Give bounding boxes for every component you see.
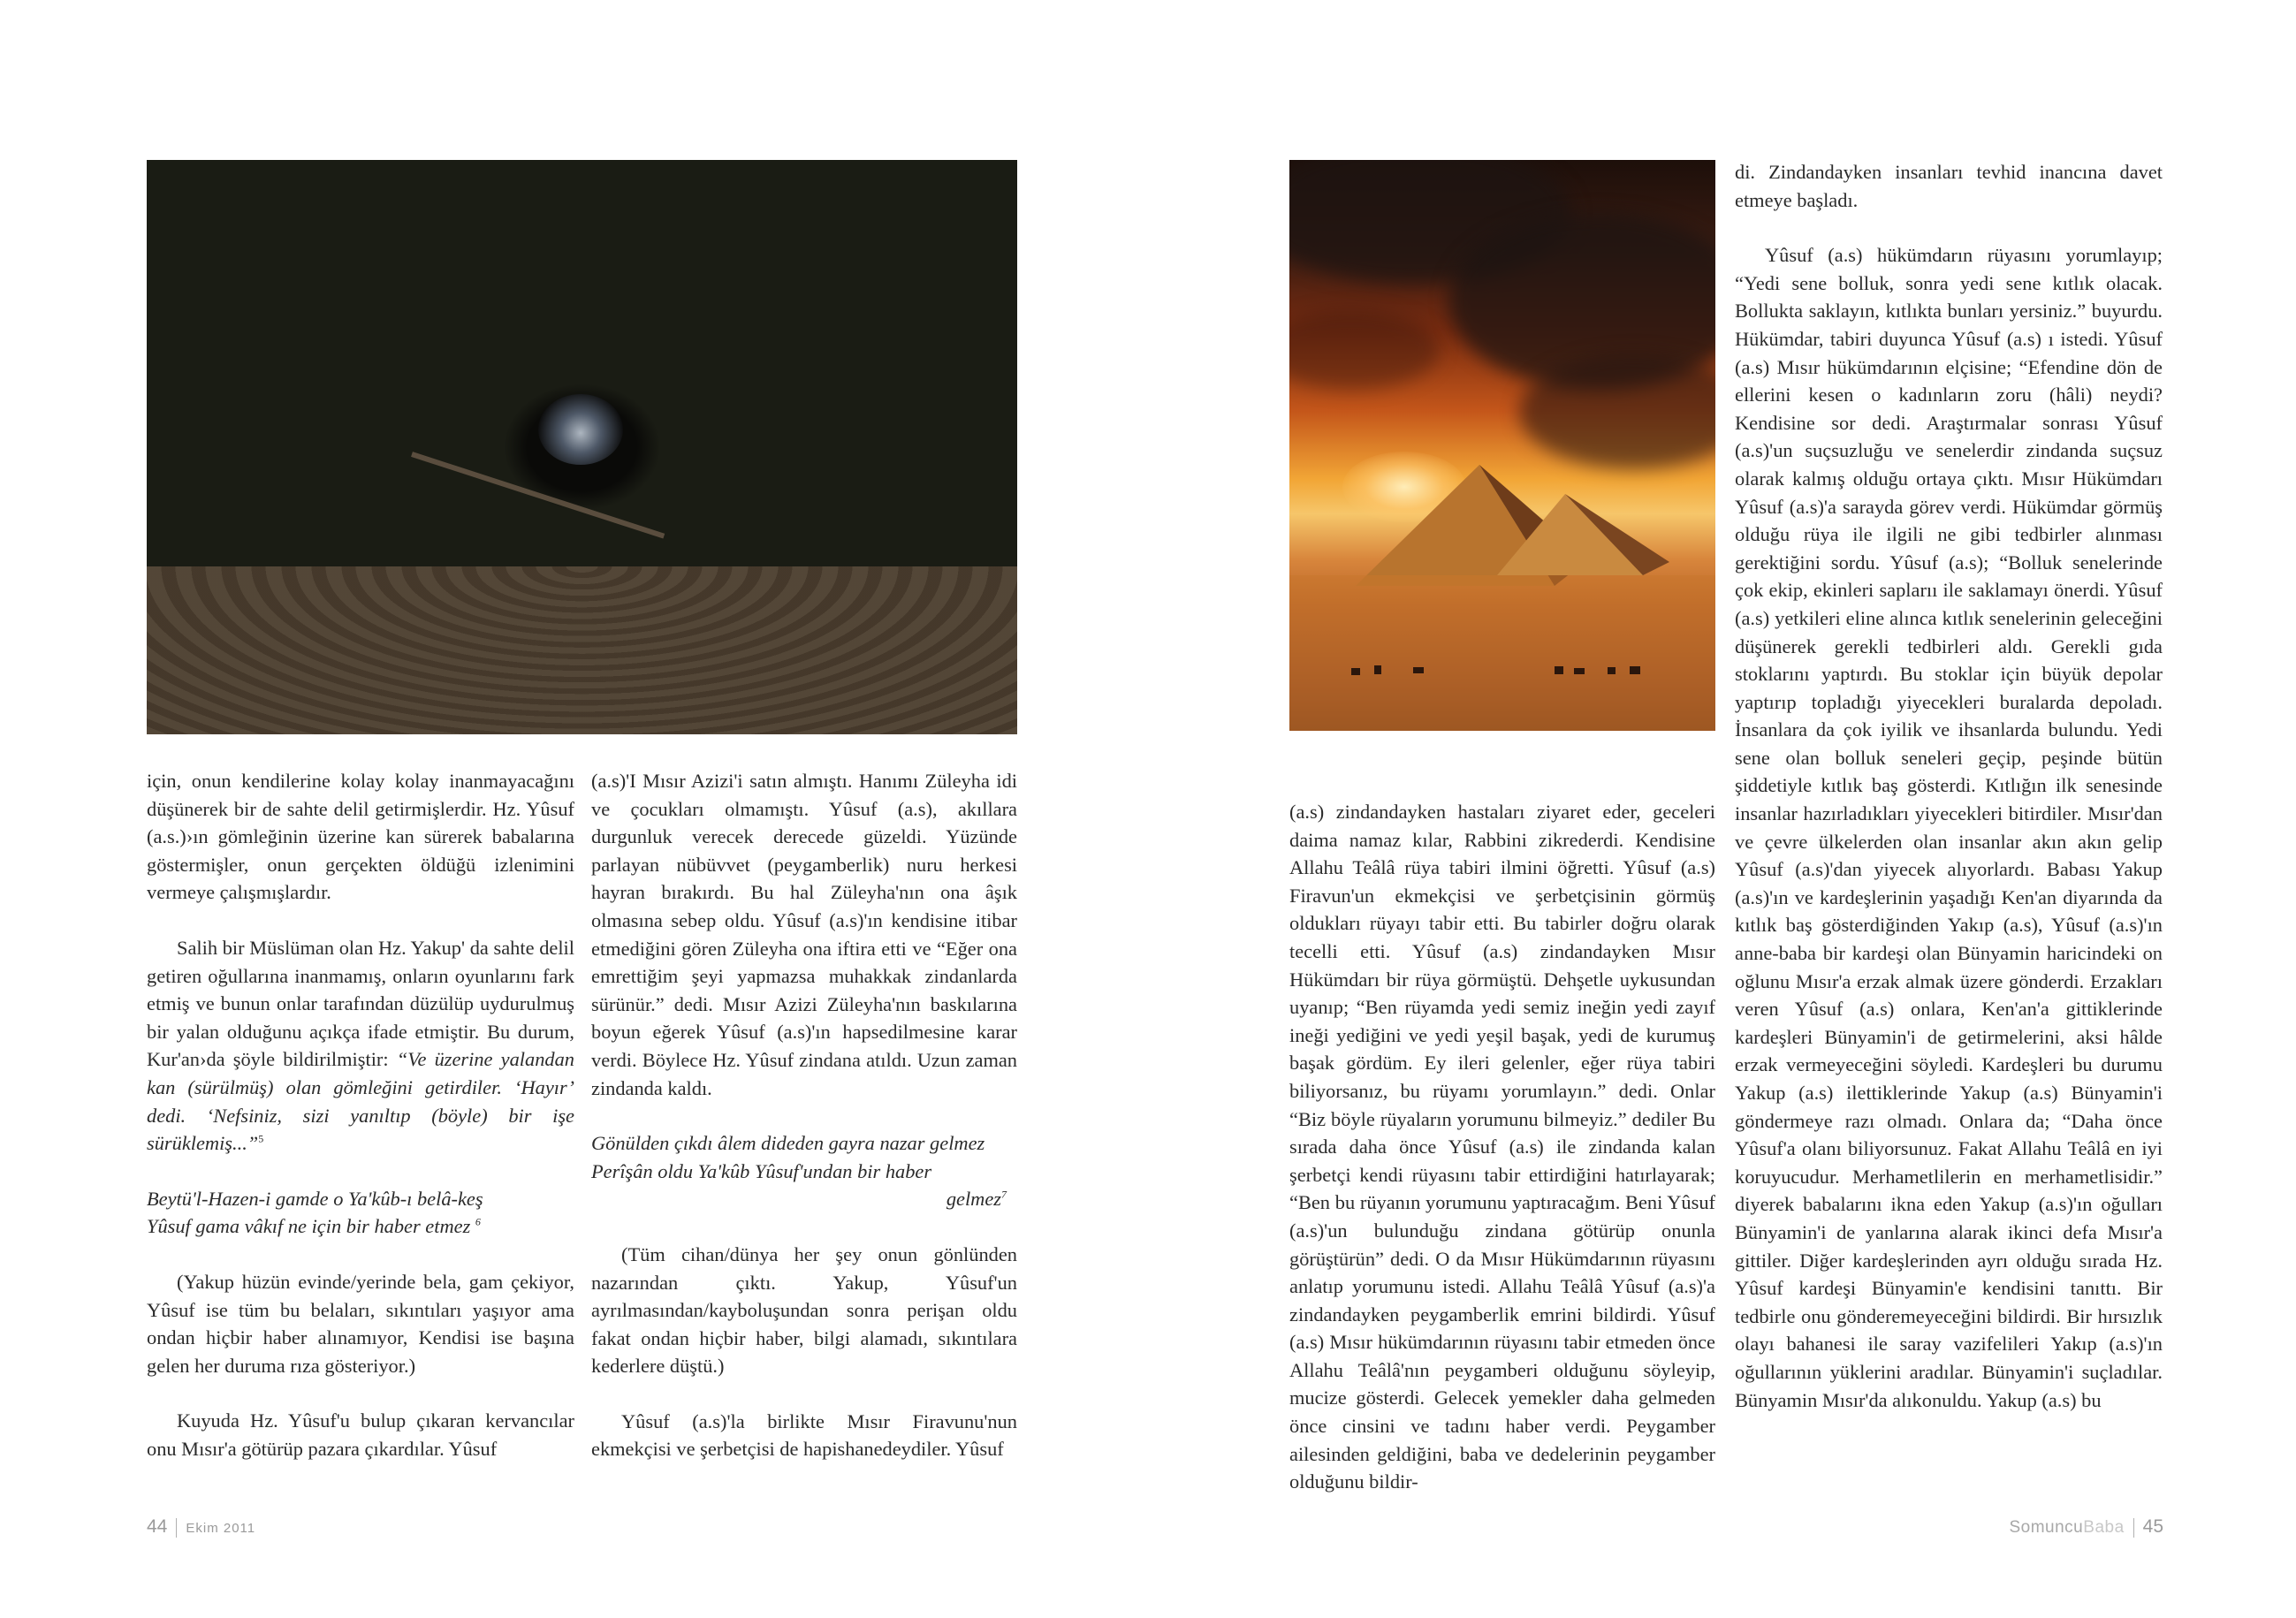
- pyramids-icon: [1289, 160, 1715, 731]
- paragraph: (Tüm cihan/dünya her şey onun gönlünden nazarından çıktı. Yakup, Yûsuf'un ayrılmasından/kayboluşundan sonra perişan oldu fakat ondan hiçbir haber, bilgi alamadı, sıkıntılara kederlere düştü.): [591, 1242, 1017, 1378]
- verse-line: Gönülden çıkdı âlem dideden gayra nazar gelmez: [591, 1132, 985, 1155]
- paragraph: (a.s)'I Mısır Azizi'i satın almıştı. Hanımı Züleyha idi ve çocukları olmamıştı. Yûsuf (a.s), akıllara durgunluk verecek derecede güzeldi. Yüzünde parlayan nübüvvet (peygamberlik) nuru herkesi hayran bırakırdı. Bu hal Züleyha'nın ona âşık olmasına sebep oldu. Yûsuf (a.s)'ın kendisine itibar etmediğini gören Züleyha ona iftira etti ve “Eğer ona emrettiğim şeyi yapmazsa muhakkak zindanlarda sürünür.” dedi. Mısır Azizi Züleyha'nın baskılarına boyun eğerek Yûsuf (a.s)'ın hapsedilmesine karar verdi. Böylece Hz. Yûsuf zindana atıldı. Uzun zaman zindanda kaldı.: [591, 770, 1017, 1099]
- footer-right: [2009, 1516, 2163, 1538]
- text-column-2: [591, 767, 1017, 1463]
- paragraph: (Yakup hüzün evinde/yerinde bela, gam çekiyor, Yûsuf ise tüm bu belaları, sıkıntıları yaşıyor ama ondan hiçbir haber alınamıyor, Kendisi ise başına gelen her duruma rıza gösteriyor.): [147, 1270, 574, 1377]
- well-photo: [147, 160, 1017, 734]
- paragraph: için, onun kendilerine kolay kolay inanmayacağını düşünerek bir de sahte delil getirmişlerdir. Hz. Yûsuf (a.s.)›ın gömleğinin üzerine kan sürerek babalarına göstermişler, onun gerçekten öldüğü izlenimini vermeye çalışmışlardır.: [147, 770, 574, 904]
- footer-left: [147, 1516, 255, 1538]
- issue-date: Ekim 2011: [186, 1521, 256, 1536]
- verse-line: Perîşân oldu Ya'kûb Yûsuf'undan bir haber: [591, 1159, 932, 1182]
- verse-line: gelmez$^7$: [946, 1188, 1007, 1211]
- magazine-brand: SomuncuBaba: [2009, 1518, 2125, 1537]
- verse-line: Yûsuf gama vâkıf ne için bir haber etmez $^6$: [147, 1215, 481, 1238]
- paragraph: Yûsuf (a.s) hükümdarın rüyasını yorumlayıp; “Yedi sene bolluk, sonra yedi sene kıtlık olacak. Bollukta saklayın, kıtlıkta bunları yersiniz.” buyurdu. Hükümdar, tabiri duyunca Yûsuf (a.s) ı istedi. Yûsuf (a.s) Mısır hükümdarının elçisine; “Efendine dön de ellerini kesen o kadınların zoru (hâli) neydi? Kendisine sor dedi. Araştırmalar sonrası Yûsuf (a.s)'un suçsuzluğu ve senelerdir zindanda suçsuz olarak kalmış olduğu ortaya çıktı. Mısır Hükümdarı Yûsuf (a.s)'a sarayda görev verdi. Hükümdar görmüş olduğu rüya ile ilgili ne gibi tedbirler alınması gerektiğini sordu. Yûsuf (a.s); “Bolluk senelerinde çok ekip, ekinleri saplarıı ile saklamayı önerdi. Yûsuf (a.s) yetkileri eline alınca kıtlık senelerinin geleceğini düşünerek gerekli tedbirleri aldı. Gerekli gıda stoklarını yaptırdı. Bu stoklar için büyük depolar yaptırıp topladığı yiyecekleri buralarda depoladı. İnsanlara da çok iyilik ve ihsanlarda bulundu. Yedi sene olan bolluk seneleri geçip, peşinde bütün şiddetiyle kıtlık baş gösterdi. Kıtlığın ilk senesinde insanlar hazırladıkları yiyecekleri bitirdiler. Mısır'dan ve çevre ülkelerden olan insanlar akın akın gelip Yûsuf (a.s)'dan yiyecek alıyorlardı. Babası Yakup (a.s)'ın ve kardeşlerinin yaşadığı Ken'an diyarında da kıtlık baş gösterdiğinden Yakıp (a.s), Yûsuf (a.s)'ın anne-baba bir kardeşi olan Bünyamin haricindeki on oğlunu Mısır'a erzak almak üzere gönderdi. Erzakları veren Yûsuf (a.s) onlara, Ken'an'a gittiklerinde kardeşleri Bünyamin'i de getirmelerini, aksi hâlde erzak vermeyeceğini söyledi. Kardeşleri bu durumu Yakup (a.s) ilettiklerinde Yakup (a.s) Bünyamin'i göndermeye razı olmadı. Onlara da; “Daha önce Yûsuf'a olanı biliyorsunuz. Fakat Allahu Teâlâ en iyi koruyucudur. Merhametlilerin en merhametlisidir.” diyerek babalarını ikna eden Yakup (a.s)'ın oğulları Bünyamin'i de yanlarına alarak ikinci defa Mısır'a gittiler. Diğer kardeşlerinden ayrı olduğu sırada Hz. Yûsuf kardeşi Bünyamin'e kendisini tanıttı. Bir tedbirle onu gönderemeyeceğini bildirdi. Bir hırsızlık olayı bahanesi ile saray vazifelileri Yakıp (a.s)'ın oğullarının yüklerini aradılar. Bünyamin'i suçladılar. Bünyamin Mısır'da alıkonuldu. Yakup (a.s) bu: [1735, 244, 2163, 1411]
- footer-divider: [176, 1518, 177, 1538]
- verse-line: Beytü'l-Hazen-i gamde o Ya'kûb-ı belâ-keş: [147, 1187, 483, 1210]
- paragraph: Yûsuf (a.s)'la birlikte Mısır Firavunu'nun ekmekçisi ve şerbetçisi de hapishanedeydiler. Yûsuf: [591, 1409, 1017, 1461]
- paragraph: (a.s) zindandayken hastaları ziyaret eder, geceleri daima namaz kılar, Rabbini zikrederdi. Kendisine Allahu Teâlâ rüya tabiri ilmini öğretti. Yûsuf (a.s) Firavun'un ekmekçisi ve şerbetçisinin görmüş oldukları rüyayı tabir etti. Bu tabirler doğru olarak tecelli etti. Yûsuf (a.s) zindandayken Mısır Hükümdarı bir rüya görmüştü. Dehşetle uykusundan uyanıp; “Ben rüyamda yedi semiz ineğin yedi zayıf ineği yediğini ve yedi yeşil başak, yedi de kurumuş başak gördüm. Ey ileri gelenler, eğer rüya tabiri biliyorsanız, bu rüyamı yorumlayın.” dedi. Onlar “Biz böyle rüyaların yorumunu bilmeyiz.” dediler Bu sırada daha önce Yûsuf (a.s) ile zindanda kalan şerbetçi kendi rüyasını tabir ettirdiğini hatırlayarak; “Ben bu rüyanın yorumunu yaptıracağım. Beni Yûsuf (a.s)'un bulunduğu zindana götürüp onunla görüştürün” dedi. O da Mısır Hükümdarının rüyasını anlatıp yorumunu istedi. Allahu Teâlâ Yûsuf (a.s)'a zindandayken peygamberlik emrini bildirdi. Yûsuf (a.s) Mısır hükümdarının rüyasını tabir etmeden önce Allahu Teâlâ'nın peygamberi olduğunu söyleyip, mucize gösterdi. Gelecek yemekler daha gelmeden önce cinsini ve tadını haber verdi. Peygamber ailesinden geldiğini, baba ve dedelerinin peygamber olduğunu bildir-: [1289, 801, 1715, 1493]
- text-column-1: [147, 767, 574, 1462]
- paragraph: Kuyuda Hz. Yûsuf'u bulup çıkaran kervancılar onu Mısır'a götürüp pazara çıkardılar. Yûsuf: [147, 1409, 574, 1460]
- pyramids-photo: [1289, 160, 1715, 731]
- page-number: 44: [147, 1516, 168, 1537]
- paragraph: di. Zindandayken insanları tevhid inancına davet etmeye başladı.: [1735, 161, 2163, 211]
- text-column-3: [1289, 798, 1715, 1496]
- paragraph: Salih bir Müslüman olan Hz. Yakup' da sahte delil getiren oğullarına inanmamış, onların oyunlarını fark etmiş ve bunun onlar tarafından düzülüp uydurulmuş bir yalan olduğunu açıkça ifade etmiştir. Bu durum, Kur'an›da şöyle bildirilmiştir: “Ve üzerine yalandan kan (sürülmüş) olan gömleğini getirdiler. ‘Hayır’ dedi. ‘Nefsiniz, sizi yanıltıp (böyle) bir işe sürüklemiş...”$^5$: [147, 936, 574, 1155]
- page-number: 45: [2142, 1516, 2163, 1537]
- footer-divider: [2133, 1518, 2134, 1538]
- text-column-4: [1735, 158, 2163, 1414]
